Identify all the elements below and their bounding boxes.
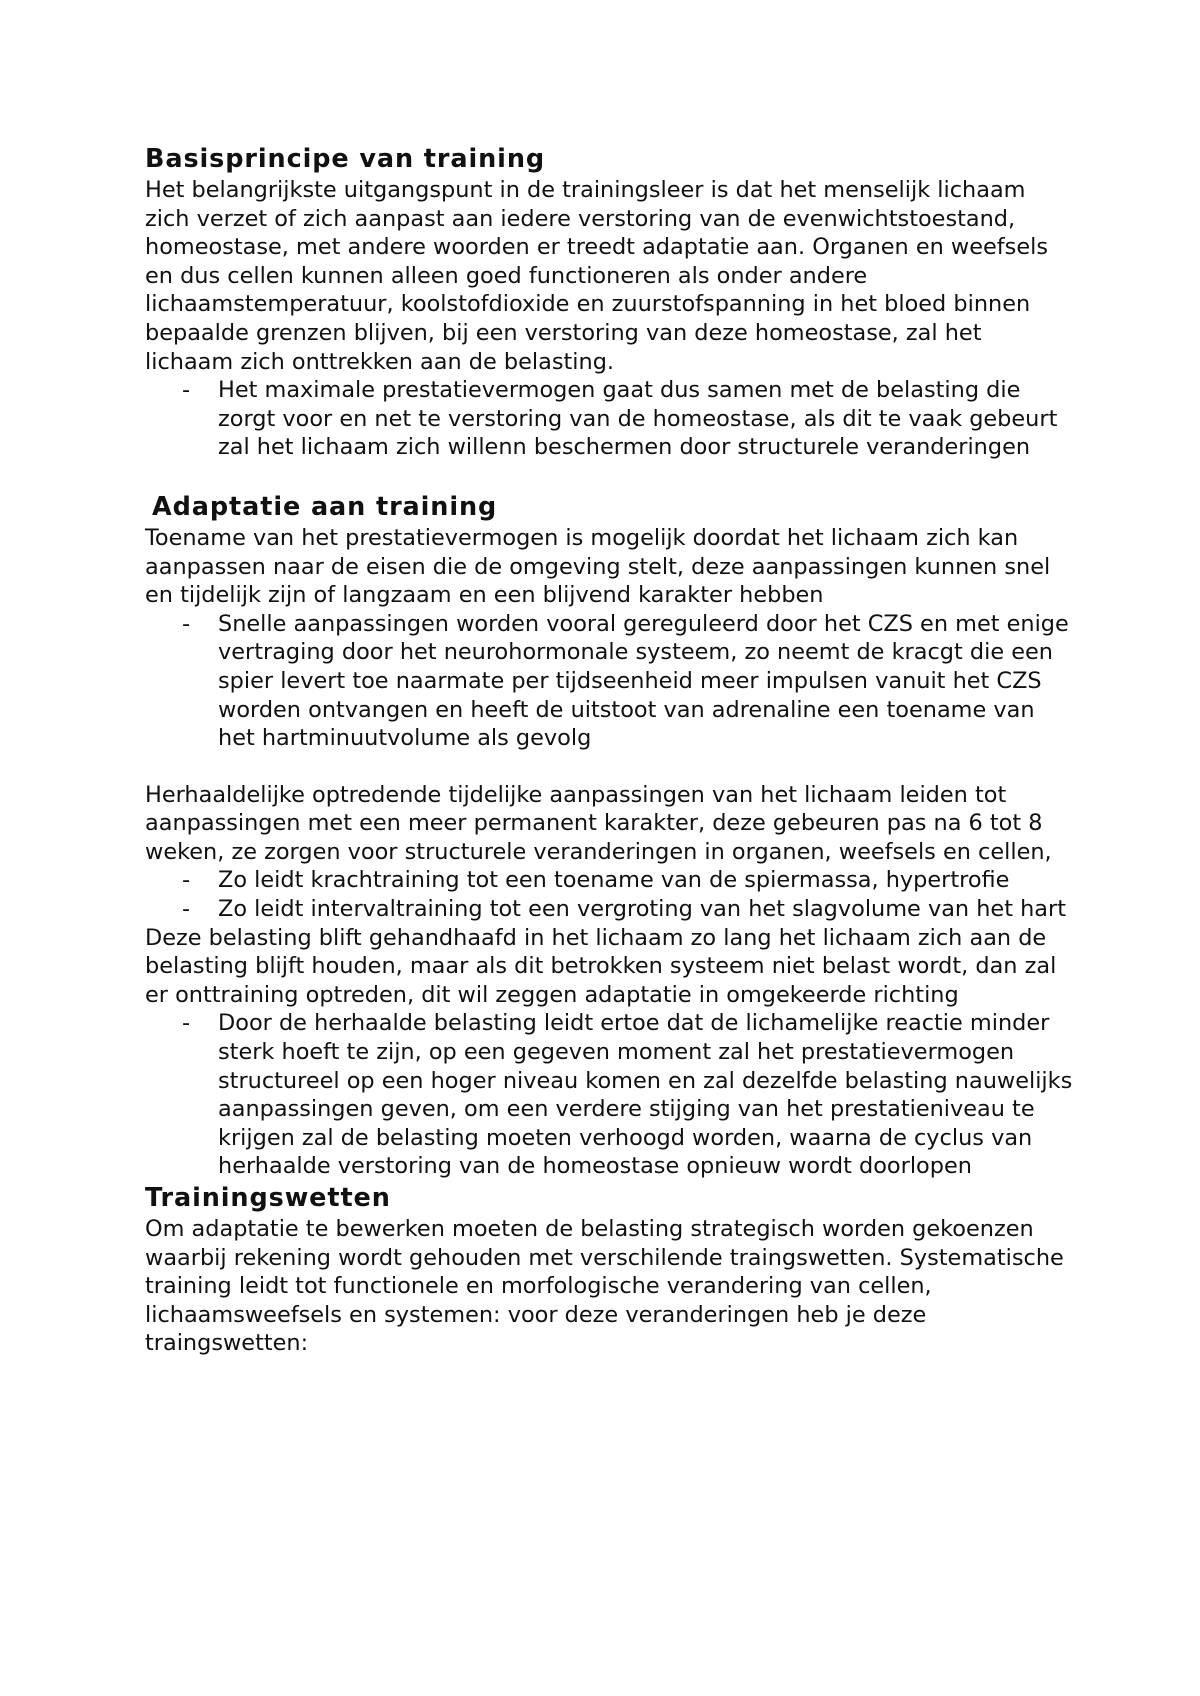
- list-item-text: Zo leidt intervaltraining tot een vergroting van het slagvolume van het hart: [218, 896, 1066, 923]
- list-item-text: Snelle aanpassingen worden vooral gereguleerd door het CZS en met enige vertraging door het neurohormonale systeem, zo neemt de kracgt die een spier levert toe naarmate per tijdseenheid meer impulsen vanuit het CZS worden ontvangen en heeft de uitstoot van adrenaline een toename van het hartminuutvolume als gevolg: [218, 610, 1069, 752]
- bullet-list-examples: [145, 866, 1075, 923]
- paragraph-trainingswetten: Om adaptatie te bewerken moeten de belasting strategisch worden gekoenzen waarbij rekening wordt gehouden met verschilende traingswetten. Systematische training leidt tot functionele en morfologische verandering van cellen, lichaamsweefsels en systemen: voor deze veranderingen heb je deze traingswetten:: [145, 1216, 1064, 1357]
- bullet-dash: -: [182, 610, 191, 637]
- paragraph-onttraining: Deze belasting blift gehandhaafd in het lichaam zo lang het lichaam zich aan de belasting blijft houden, maar als dit betrokken systeem niet belast wordt, dan zal er onttraining optreden, dit wil zeggen adaptatie in omgekeerde richting: [145, 924, 1057, 1008]
- bullet-dash: -: [182, 377, 191, 404]
- paragraph-basisprincipe: Het belangrijkste uitgangspunt in de trainingsleer is dat het menselijk lichaam zich verzet of zich aanpast aan iedere verstoring van de evenwichtstoestand, homeostase, met andere woorden er treedt adaptatie aan. Organen en weefsels en dus cellen kunnen alleen goed functioneren als onder andere lichaamstemperatuur, koolstofdioxide en zuurstofspanning in het bloed binnen bepaalde grenzen blijven, bij een verstoring van deze homeostase, zal het lichaam zich onttrekken aan de belasting.: [145, 177, 1049, 375]
- document-page: [145, 142, 1075, 1358]
- bullet-dash: -: [182, 867, 191, 894]
- list-item: [145, 1009, 1075, 1181]
- list-item: [145, 610, 1075, 753]
- spacer: [145, 753, 1075, 781]
- list-item: [145, 376, 1075, 462]
- bullet-list-basisprincipe: [145, 376, 1075, 462]
- list-item-text: Het maximale prestatievermogen gaat dus samen met de belasting die zorgt voor en net te verstoring van de homeostase, als dit te vaak gebeurt zal het lichaam zich willenn beschermen door structurele veranderingen: [218, 377, 1058, 461]
- list-item: [145, 895, 1075, 924]
- heading-adaptatie: Adaptatie aan training: [152, 491, 498, 522]
- list-item-text: Door de herhaalde belasting leidt ertoe dat de lichamelijke reactie minder sterk hoeft te zijn, op een gegeven moment zal het prestatievermogen structureel op een hoger niveau komen en zal dezelfde belasting nauwelijks aanpassingen geven, om een verdere stijging van het prestatieniveau te krijgen zal de belasting moeten verhoogd worden, waarna de cyclus van herhaalde verstoring van de homeostase opnieuw wordt doorlopen: [218, 1010, 1073, 1180]
- list-item: [145, 866, 1075, 895]
- paragraph-adaptatie: Toename van het prestatievermogen is mogelijk doordat het lichaam zich kan aanpassen naar de eisen die de omgeving stelt, deze aanpassingen kunnen snel en tijdelijk zijn of langzaam en een blijvend karakter hebben: [145, 524, 1051, 609]
- spacer: [145, 462, 1075, 490]
- bullet-list-herhaalde-belasting: [145, 1009, 1075, 1181]
- bullet-list-adaptatie: [145, 610, 1075, 753]
- bullet-dash: -: [182, 1010, 191, 1037]
- heading-trainingswetten: Trainingswetten: [145, 1183, 391, 1213]
- list-item-text: Zo leidt krachtraining tot een toename van de spiermassa, hypertrofie: [218, 867, 1010, 894]
- paragraph-herhaaldelijke: Herhaaldelijke optredende tijdelijke aanpassingen van het lichaam leiden tot aanpassingen met een meer permanent karakter, deze gebeuren pas na 6 tot 8 weken, ze zorgen voor structurele veranderingen in organen, weefsels en cellen,: [145, 781, 1052, 865]
- bullet-dash: -: [182, 896, 191, 923]
- heading-basisprincipe: Basisprincipe van training: [145, 144, 546, 174]
